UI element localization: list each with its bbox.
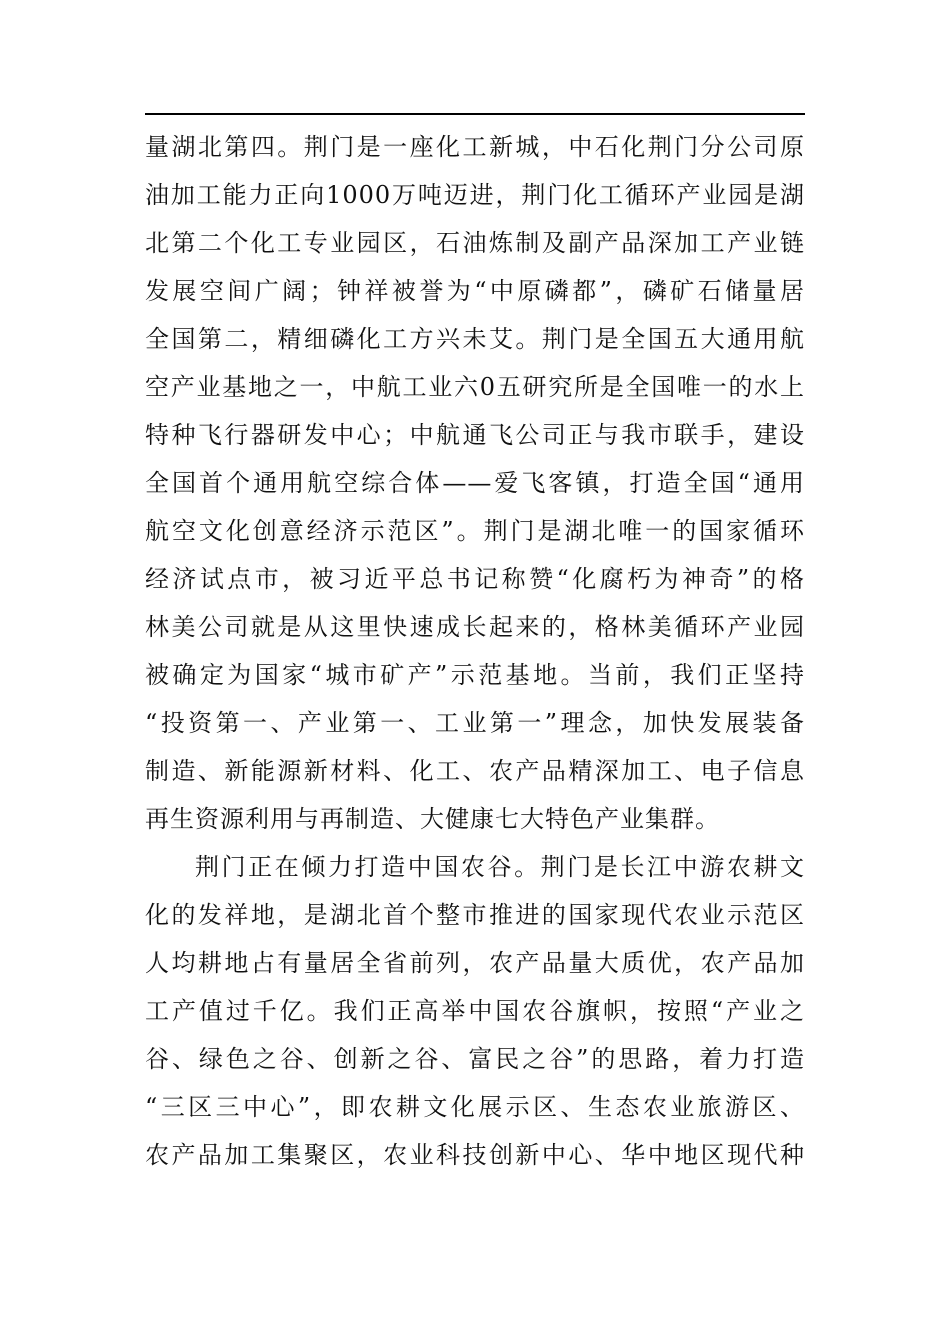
text-line: “投资第一、产业第一、工业第一”理念，加快发展装备 [145, 709, 805, 737]
text-line: 化的发祥地，是湖北首个整市推进的国家现代农业示范区 [145, 901, 805, 929]
text-line: 航空文化创意经济示范区”。荆门是湖北唯一的国家循环 [145, 517, 805, 545]
header-rule [145, 113, 805, 115]
text-line: 谷、绿色之谷、创新之谷、富民之谷”的思路，着力打造 [145, 1045, 805, 1073]
text-line: 制造、新能源新材料、化工、农产品精深加工、电子信息 [145, 757, 805, 785]
text-line: 林美公司就是从这里快速成长起来的，格林美循环产业园 [145, 613, 805, 641]
text-line: 被确定为国家“城市矿产”示范基地。当前，我们正坚持 [145, 661, 805, 689]
text-line: 人均耕地占有量居全省前列，农产品量大质优，农产品加 [145, 949, 805, 977]
text-line: 工产值过千亿。我们正高举中国农谷旗帜，按照“产业之 [145, 997, 805, 1025]
text-line: 经济试点市，被习近平总书记称赞“化腐朽为神奇”的格 [145, 565, 805, 593]
body-text [145, 123, 805, 1179]
text-line: 全国第二，精细磷化工方兴未艾。荆门是全国五大通用航 [145, 325, 805, 353]
text-line: 量湖北第四。荆门是一座化工新城，中石化荆门分公司原 [145, 133, 805, 161]
text-line: 发展空间广阔；钟祥被誉为“中原磷都”，磷矿石储量居 [145, 277, 805, 305]
text-line: 北第二个化工专业园区，石油炼制及副产品深加工产业链 [145, 229, 805, 257]
text-line: 油加工能力正向1000万吨迈进，荆门化工循环产业园是湖 [145, 181, 805, 209]
text-line: 全国首个通用航空综合体——爱飞客镇，打造全国“通用 [145, 469, 805, 497]
text-line: “三区三中心”，即农耕文化展示区、生态农业旅游区、 [145, 1093, 805, 1121]
text-line: 空产业基地之一，中航工业六0五研究所是全国唯一的水上 [145, 373, 805, 401]
text-line: 特种飞行器研发中心；中航通飞公司正与我市联手，建设 [145, 421, 805, 449]
paragraph-start-line: 荆门正在倾力打造中国农谷。荆门是长江中游农耕文 [195, 853, 805, 881]
paragraph-end-line: 再生资源利用与再制造、大健康七大特色产业集群。 [145, 805, 720, 833]
text-line: 农产品加工集聚区，农业科技创新中心、华中地区现代种 [145, 1141, 805, 1169]
